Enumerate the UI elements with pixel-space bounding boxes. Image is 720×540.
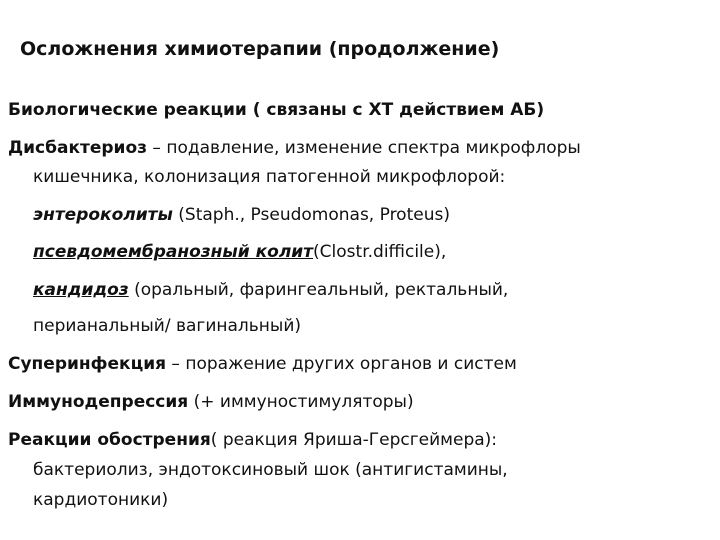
candidiasis-text-1: (оральный, фарингеальный, ректальный, [128,280,509,300]
pseudomembranous-text: (Clostr.difficile), [313,242,447,262]
dysbacteriosis-term: Дисбактериоз [8,138,148,158]
pseudomembranous-line [33,241,446,263]
exacerbation-line [8,429,497,451]
candidiasis-term: кандидоз [33,280,129,300]
superinfection-term: Суперинфекция [8,354,167,374]
enterocolitis-line [33,204,450,226]
superinfection-text: – поражение других органов и систем [166,354,517,374]
bio-header: Биологические реакции ( связаны с ХТ действием АБ) [8,100,545,120]
dysbacteriosis-text-1: – подавление, изменение спектра микрофлоры [147,138,581,158]
immunodepression-term: Иммунодепрессия [8,392,189,412]
enterocolitis-term: энтероколиты [33,205,173,225]
exacerbation-text-2: бактериолиз, эндотоксиновый шок (антигистамины, [33,460,508,480]
pseudomembranous-term: псевдомембранозный колит [33,242,314,262]
slide-title: Осложнения химиотерапии (продолжение) [20,38,500,60]
candidiasis-line [33,279,508,301]
dysbacteriosis-text-2: кишечника, колонизация патогенной микрофлорой: [33,167,506,187]
candidiasis-text-2: перианальный/ вагинальный) [33,316,302,336]
exacerbation-term: Реакции обострения [8,430,211,450]
exacerbation-text-1: ( реакция Яриша-Герсгеймера): [210,430,498,450]
enterocolitis-text: (Staph., Pseudomonas, Proteus) [172,205,450,225]
superinfection-line [8,353,517,375]
dysbacteriosis-line [8,137,581,159]
immunodepression-text: (+ иммуностимуляторы) [188,392,414,412]
exacerbation-text-3: кардиотоники) [33,490,169,510]
immunodepression-line [8,391,414,413]
